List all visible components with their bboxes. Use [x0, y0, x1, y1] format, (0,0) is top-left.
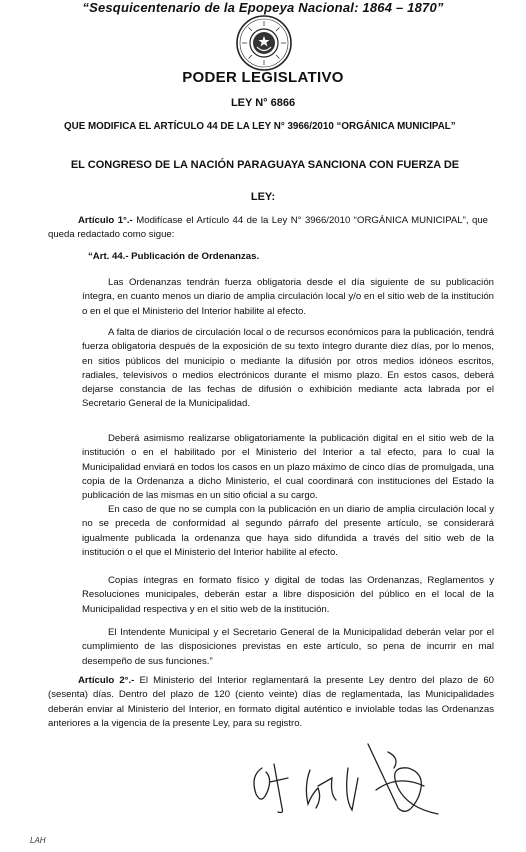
- article-2-label: Artículo 2°.-: [78, 675, 135, 686]
- art44-paragraph-5: Copias íntegras en formato físico y digital de todas las Ordenanzas, Reglamentos y Resoluciones municipales, deberán estar a libre disposición del público en el local de la Municipalidad respectiva y en el sitio web de la institución.: [82, 575, 494, 615]
- law-subject: QUE MODIFICA EL ARTÍCULO 44 DE LA LEY N° 3966/2010 “ORGÁNICA MUNICIPAL”: [64, 121, 456, 132]
- art44-paragraph-2: A falta de diarios de circulación local o de recursos económicos para la publicación, tendrá fuerza obligatoria después de la exposición de su texto íntegro durante diez días, por lo menos, en sitios públicos del municipio o mediante la difusión por otros medios idóneos escritos, radiales, televisivos o medios electrónicos durante el mismo plazo. En estos casos, deberá dejarse constancia de las fechas de difusión o exhibición mediante acta labrada por el Secretario General de la Municipalidad.: [82, 327, 494, 410]
- law-number: LEY N° 6866: [230, 97, 296, 109]
- article-1-text: Modifícase el Artículo 44 de la Ley N° 3966/2010 “ORGÁNICA MUNICIPAL”, que queda redactado como sigue:: [48, 215, 488, 241]
- article-44-title: “Art. 44.- Publicación de Ordenanzas.: [88, 251, 260, 262]
- article-1-label: Artículo 1°.-: [78, 215, 133, 226]
- institution-title: PODER LEGISLATIVO: [182, 69, 344, 86]
- art44-paragraph-4: En caso de que no se cumpla con la publicación en un diario de amplia circulación local y no se preceda de conformidad al segundo párrafo del presente artículo, se considerará igualmente publicada la ordenanza que haya sido difundida a través del sitio web de la institución o el que el Ministerio del Interior habilite al efecto.: [82, 504, 494, 558]
- header-motto: “Sesquicentenario de la Epopeya Nacional: 1864 – 1870”: [82, 0, 444, 15]
- article-2: [48, 674, 494, 731]
- art44-paragraph-1: Las Ordenanzas tendrán fuerza obligatoria desde el día siguiente de su publicación íntegra, en cuanto menos un diario de amplia circulación local y/o en el sitio web de la institución o en el que el Ministerio del Interior habilite al efecto.: [82, 277, 494, 317]
- typist-initials: LAH: [30, 836, 46, 845]
- article-2-text: El Ministerio del Interior reglamentará la presente Ley dentro del plazo de 60 (sesenta) días. Dentro del plazo de 120 (ciento veinte) días de reglamentada, las Municipalidades deberán enviar al Ministerio del Interior, en formato digital auténtico e inviolable todas las Ordenanzas anteriores a la vigencia de la presente Ley, para su registro.: [48, 675, 494, 729]
- art44-paragraph-6: El Intendente Municipal y el Secretario General de la Municipalidad deberán velar por el cumplimiento de las disposiciones previstas en este artículo, so pena de incurrir en mal desempeño de sus funciones.”: [82, 627, 494, 667]
- art44-paragraph-3: Deberá asimismo realizarse obligatoriamente la publicación digital en el sitio web de la institución o en el habilitado por el Ministerio del Interior a tal efecto, para lo cual la Municipalidad enviará en todos los casos en un plazo máximo de cinco días de promulgada, una copia de la Ordenanza a dicho Ministerio, el cual coordinará con instituciones del Estado la publicación de las mismas en un sitio oficial a su cargo.: [82, 433, 494, 502]
- article-1: [48, 214, 488, 243]
- signature-icon: [248, 738, 448, 824]
- congress-enactment: EL CONGRESO DE LA NACIÓN PARAGUAYA SANCIONA CON FUERZA DE: [70, 159, 460, 171]
- congress-ley-label: LEY:: [250, 191, 276, 203]
- national-seal-icon: [235, 14, 293, 72]
